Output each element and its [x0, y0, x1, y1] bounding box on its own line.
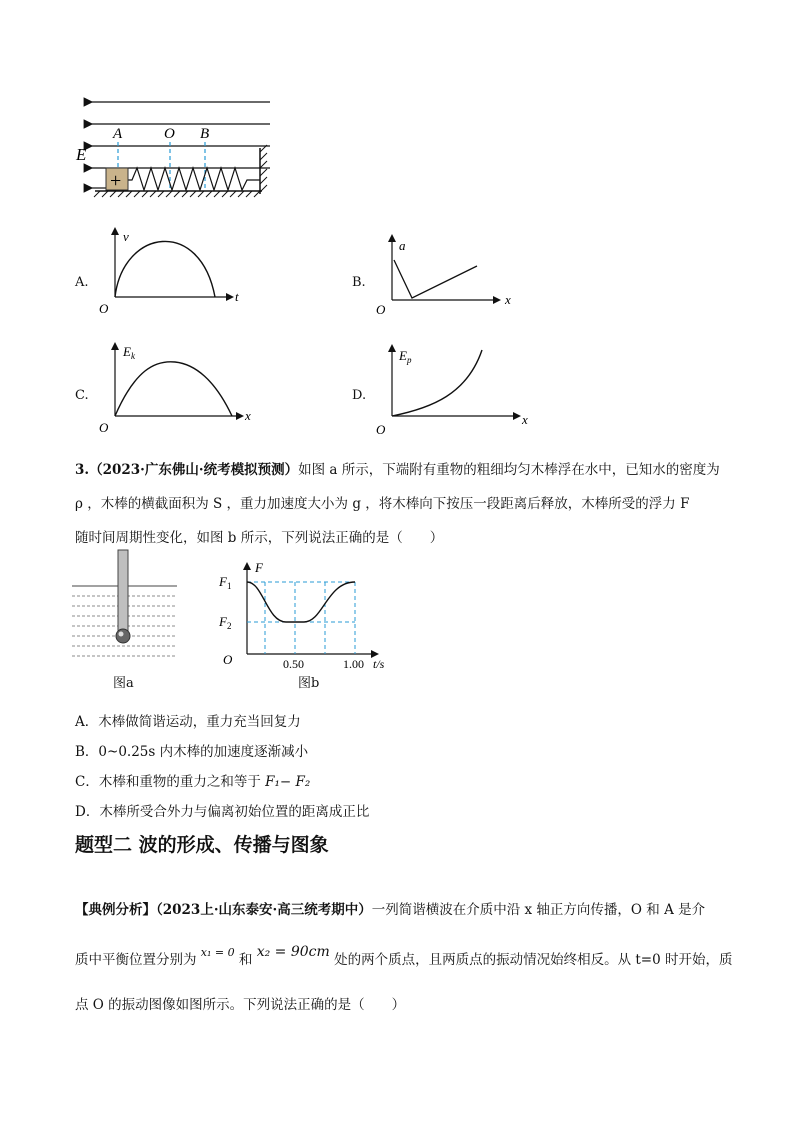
x-axis-label: t/s [373, 657, 385, 671]
choice-c-formula: F₁− F₂ [265, 774, 311, 790]
figure-a-floating-rod [72, 548, 177, 666]
option-d-graph[interactable] [372, 342, 542, 437]
question3-line2: ρ ，木棒的横截面积为 S ，重力加速度大小为 g ，将木棒向下按压一段距离后释放，木棒所受的浮力 F [75, 496, 690, 512]
force-curve [247, 582, 355, 622]
origin-label: O [99, 301, 109, 316]
ek-x-curve [115, 362, 232, 416]
choice-c[interactable] [75, 770, 310, 790]
option-d-letter[interactable]: D. [352, 388, 367, 403]
tick-050: 0.50 [283, 657, 304, 671]
choice-d[interactable]: D．木棒所受合外力与偏离初始位置的距离成正比 [75, 804, 370, 820]
option-a-letter[interactable]: A. [75, 275, 89, 290]
option-a-graph[interactable] [95, 225, 255, 325]
y-axis-label: $E_k$ [123, 344, 135, 361]
x-axis-label: x [245, 408, 251, 423]
question3-line1 [75, 458, 720, 478]
y-axis-label: $E_p$ [399, 348, 412, 365]
field-label: E [76, 145, 87, 164]
x-axis-label: x [522, 412, 528, 427]
point-a-label: A [113, 126, 123, 142]
a-x-curve [394, 260, 477, 298]
question3-text1: 如图 a 所示，下端附有重物的粗细均匀木棒浮在水中，已知水的密度为 [298, 462, 720, 478]
field-spring-figure [70, 90, 280, 205]
v-t-curve [115, 241, 215, 297]
example-text2-post: 处的两个质点，且两质点的振动情况始终相反。从 t=0 时开始，质 [334, 952, 733, 968]
option-c-graph[interactable] [95, 340, 265, 435]
x-axis-label: x [505, 292, 511, 307]
choice-a[interactable]: A．木棒做简谐运动，重力充当回复力 [75, 714, 301, 730]
figure-b-force-graph [215, 560, 400, 675]
y-axis-label: F [255, 560, 263, 575]
point-b-label: B [200, 126, 210, 142]
rod [118, 550, 128, 634]
option-c-letter[interactable]: C. [75, 388, 89, 403]
origin-label: O [376, 302, 386, 317]
y-axis-label: v [123, 229, 129, 244]
f2-label: $F_2$ [219, 614, 232, 631]
example-line3: 点 O 的振动图像如图所示。下列说法正确的是（ ） [75, 997, 406, 1013]
example-text1: 一列简谐横波在介质中沿 x 轴正方向传播，O 和 A 是介 [371, 902, 706, 918]
choice-b[interactable]: B．0~0.25s 内木棒的加速度逐渐减小 [75, 744, 309, 760]
f1-label: $F_1$ [219, 574, 232, 591]
origin-label: O [376, 422, 386, 437]
example-line2 [75, 944, 733, 968]
origin-label: O [223, 652, 233, 667]
spring [128, 168, 260, 190]
x-axis-label: t [235, 289, 239, 304]
example-line1 [75, 898, 705, 918]
section-heading: 题型二 波的形成、传播与图象 [75, 834, 329, 856]
tick-100: 1.00 [343, 657, 364, 671]
x2-equation: x₂ = 90cm [256, 944, 330, 960]
question3-number: 3. [75, 462, 90, 478]
example-source: （2023上·山东泰安·高三统考期中） [156, 902, 372, 918]
example-tag: 【典例分析】 [75, 902, 156, 918]
charge-symbol: + [110, 170, 122, 192]
figure-b-caption: 图b [298, 676, 320, 691]
choice-c-text: C．木棒和重物的重力之和等于 [75, 774, 266, 790]
option-b-graph[interactable] [372, 232, 532, 322]
x1-equation: x₁ = 0 [200, 946, 235, 959]
example-text2-mid: 和 [238, 952, 253, 968]
question3-source: （2023·广东佛山·统考模拟预测） [89, 462, 299, 478]
y-axis-label: a [399, 238, 406, 253]
weight-ball [116, 629, 130, 643]
point-o-label: O [164, 126, 175, 142]
option-b-letter[interactable]: B. [352, 275, 366, 290]
question3-line3: 随时间周期性变化，如图 b 所示，下列说法正确的是（ ） [75, 530, 444, 546]
example-text2-pre: 质中平衡位置分别为 [75, 952, 197, 968]
origin-label: O [99, 420, 109, 435]
figure-a-caption: 图a [113, 676, 134, 691]
